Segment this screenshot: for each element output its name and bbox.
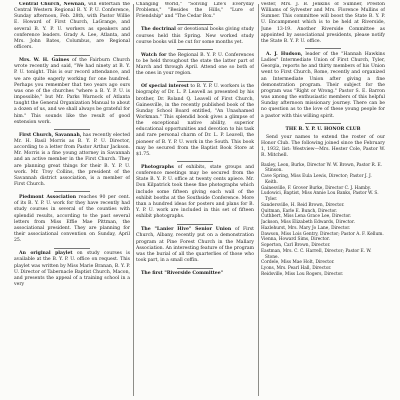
honor-club-entry: Hazlehurst, Mrs. Mary Jo Lane, Director. (261, 225, 351, 231)
paragraph-text: Changing World," "Solving Life's Everyday Problems," "Besides the Hills," "Lure of Friendship" and "The Cedar Box." (136, 2, 254, 20)
column-divider (133, 4, 134, 396)
paragraph-separator (177, 224, 213, 225)
paragraph-text: has recently elected Mr. H. Basil Morris as B. Y. P. U. Director, according to a letter from Pastor Arthur Jackson. Mr. Morris is a fine young attorney in Savannah and an active member in the First Church. They are planning great things for their B. Y. P. U. work. Mr. Troy Collins, the president of the Savannah district association, is a member of First Church. (14, 132, 130, 187)
honor-club-entry: Dawson, Miss Lois Gentry, Director; Pastor A. F. Kellum. (261, 231, 384, 237)
honor-club-entry: Ludowici, Baptist, Miss Annie Lou Banks, Pastor W. S. Tyler. (261, 191, 379, 203)
paragraph-separator (54, 191, 90, 192)
article-paragraph (136, 227, 254, 264)
honor-club-entry: Baxley, Leon, Burke, Director W. W. Brown, Pastor R. E. Stinson. (261, 162, 382, 174)
paragraph-text: of exhibits, state groups and conference meetings may be secured from the State B. Y. P. U. office at twenty cents apiece. Mr. Don Kilpatrick took these fine photographs which include some fifteen giving each wall of the exhibit booths at the Southside Conference. More than a hundred ideas for posters and plans for B. Y. P. U. work are included in this set of fifteen exhibit photographs. (136, 165, 254, 220)
paragraph-lead: The first "Riverside Committee" (141, 271, 224, 277)
paragraph-text: or devotional books giving study courses held this Spring. New worked study course books will be cut for some months yet. (136, 27, 254, 45)
paragraph-separator (177, 24, 213, 25)
article-paragraph (136, 2, 254, 20)
honor-club-title: THE B. Y. P. U. HONOR CLUB (285, 126, 361, 132)
honor-club-entry: Reidsville, Miss Lou Rogers, Director. (261, 271, 344, 277)
honor-club-entry: Lyons, Mrs. Pearl Hall, Director. (261, 266, 332, 272)
honor-club-entry: Cave Spring, Miss Eula Lewis, Director; Pastor J. J. Keith. (261, 174, 372, 185)
honor-club-entry: Cuthbert, Miss Lena Grace Lee, Director. (261, 214, 352, 220)
article-paragraph (14, 133, 130, 188)
paragraph-text: the Regional B. Y. P. U. Conferences to be held throughout the state the latter part of March and through April. Attend one so both of the ones in your region. (136, 52, 254, 77)
honor-club-entry: Vienna, Howard Sims, Director. (261, 237, 330, 243)
article-paragraph (14, 2, 130, 51)
honor-club-entry: Sandersville, H. Reid Brown, Director. (261, 202, 345, 208)
article-paragraph (136, 53, 254, 78)
paragraph-separator (177, 81, 213, 82)
paragraph-lead: Mrs. W. H. Gaines (19, 58, 70, 64)
article-paragraph (261, 52, 385, 120)
article-column-middle (136, 2, 254, 398)
article-column-right (261, 2, 385, 398)
paragraph-separator (305, 48, 341, 49)
paragraph-separator (177, 268, 213, 269)
paragraph-separator (177, 49, 213, 50)
paragraph-text: of the Fairburn Church wrote recently and said, "We had ninety at B. Y. P. U. tonight. This is our record attendance, and we are quite eagerly working for one hundred. Perhaps you remember that two years ago ours was one of the churches "where a B. Y. P. U. is impossible," but Mr. Parks Warnock of Atlanta taught the General Organization Manual to about a dozen of us, and we shall always be grateful for him." This sounds like the result of good extension work. (14, 58, 130, 125)
article-paragraph (136, 271, 254, 277)
article-paragraph (136, 165, 254, 220)
paragraph-lead: An original playlet (19, 251, 73, 257)
paragraph-text: of First Church, Albany, recently put on a demonstration program at Pine Forest Church in the Mallary Association. An interesting feature of the program was the burial of all the quarterlies of those who took part, in a small coffin. (136, 227, 254, 264)
article-paragraph (136, 84, 254, 158)
paragraph-lead: A. J. Hudson, (266, 51, 303, 57)
honor-club-entry: Quitman, Earle E. Bunch, Director. (261, 208, 338, 214)
article-paragraph (136, 27, 254, 45)
paragraph-text: vester, Mrs. J. B. Jenkins of Sumner, Preston Williams of Sylvester and Mrs. Florence Mullins of Sumner. This committee will boost the State B. Y. P. U. Encampment which is to be held at Riverside, June 13-19. Another Riverside Committee as appointed by associational presidents, please notify the State B. Y. P. U. office. (261, 2, 385, 44)
paragraph-lead: Piedmont Association (19, 195, 77, 201)
article-paragraph (14, 251, 130, 288)
paragraph-lead: The doctrinal (141, 27, 176, 33)
honor-club-list (261, 163, 385, 278)
paragraph-lead: Of special interest (141, 84, 189, 90)
honor-club-entry: Soperton, Carl Brown, Director. (261, 243, 331, 249)
paragraph-separator (177, 161, 213, 162)
column-divider (258, 4, 259, 396)
paragraph-text: will entertain the Central Western Regional B. Y. P. U. Conference, Sunday afternoon, Feb. 28th, with Pastor Willie E. Howard of First Church, LaGrange, and several B. Y. P. U. workers as speakers and conference leaders. Grady A. Lee, Atlanta, and Mrs. John Bates, Columbus, are Regional officers. (14, 2, 130, 51)
paragraph-separator (54, 129, 90, 130)
paragraph-text: to B. Y. P. U. workers is the biography of Dr. L. P. Leavell as presented by his brother, Dr. Roland Q. Leavell of First Church, Gainesville, in the recently published book of the Sunday School Board entitled, "An Unashamed Workman." This splendid book gives a glimpse of the exceptional native ability, superior educational opportunities and devotion to his task and rare personal charm of Dr. L. P. Leavell, the pioneer of B. Y. P. U. work in the South. This book may be secured from the Baptist Book Store at $1.75. (136, 84, 254, 157)
paragraph-text: leader of the "Hannah Hawkins Ladies" Intermediate Union of First Church, Tyler, Georgia, reports he and thirty members of his Union went to First Church, Rome, recently and organized an Intermediate Union after giving a fine demonstration program. Their subject for the program was "Right or Wrong." Pastor S. E. Barron was among the enthusiastic members of this helpful Sunday afternoon missionary journey. There can be no question as to the love of these young people for a pastor with this willing spirit. (261, 51, 385, 119)
column3-paragraphs (261, 2, 385, 120)
honor-club-entry: Gainesville, F. Grover Burke, Director C. J. Hamby. (261, 185, 371, 191)
paragraph-text: reaches 90 per cent. of its B. Y. P. U. work for they have recently had study courses in several of the counties with splendid results, according to the past several letters from Miss Effie Mae Pittman, the associational president. They are planning for their associational convention on Sunday, April 25. (14, 195, 130, 244)
section-separator (305, 123, 341, 124)
article-column-left (14, 2, 130, 398)
paragraph-lead: Watch for (141, 52, 167, 58)
paragraph-separator (54, 248, 90, 249)
paragraph-lead: Photographs (141, 165, 174, 170)
paragraph-lead: First Church, Savannah, (19, 132, 82, 138)
honor-club-entry: Jackson, Miss Elizabeth Edwards, Director. (261, 220, 355, 226)
paragraph-text: on study courses is available at the B. Y. P. U. office on request. This playlet was written by Miss Marie Branan, B. Y. P. U. Director of Tabernacle Baptist Church, Macon, and presents the appeal of a training school in a very (14, 251, 130, 287)
article-paragraph (14, 58, 130, 126)
honor-club-entry: Eastman, Mrs. C. C. Harrell, Director; Pastor E. W. Stone. (261, 248, 372, 260)
paragraph-lead: Central Church, Newnan, (19, 2, 86, 7)
honor-club-entry: Cordele, Miss Mae Holt, Director. (261, 260, 335, 266)
paragraph-lead: The "Lanier Hive" Senior Union (141, 227, 232, 233)
article-paragraph (14, 195, 130, 244)
paragraph-separator (54, 55, 90, 56)
honor-club-intro: Send your names to extend the roster of our Honor Club. The following joined since the February 1, 1932, list: Westview—Mrs. Hester Cole, Pastor W. R. Mitchell. (261, 134, 385, 159)
article-paragraph (261, 2, 385, 45)
